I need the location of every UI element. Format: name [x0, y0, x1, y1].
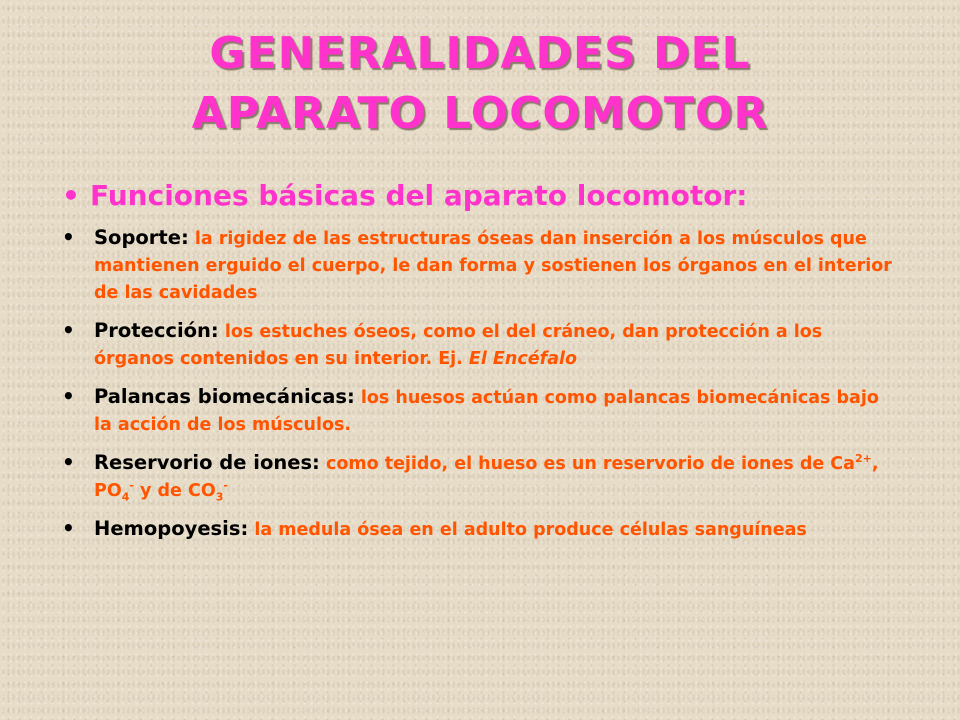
item-description-example: El Encéfalo: [468, 349, 578, 369]
list-item-palancas: [62, 383, 902, 439]
item-description: los huesos actúan como palancas biomecánicas bajo la acción de los músculos.: [94, 388, 879, 435]
lead-bullet-item: [62, 176, 920, 216]
bullet-icon: •: [62, 179, 80, 212]
bullet-icon: •: [62, 318, 75, 342]
list-item-hemopoyesis: [62, 515, 902, 544]
slide-title-line-1: GENERALIDADES DEL: [209, 28, 751, 79]
bullet-icon: •: [62, 225, 75, 249]
desc-part: como tejido, el hueso es un reservorio de iones de Ca: [325, 454, 855, 474]
list-item-proteccion: [62, 317, 902, 373]
po-charge: -: [129, 479, 134, 493]
item-term: Reservorio de iones:: [94, 451, 320, 474]
slide-title-line-2: APARATO LOCOMOTOR: [191, 88, 769, 139]
slide-title: [0, 24, 960, 144]
item-term: Palancas biomecánicas:: [94, 385, 355, 408]
item-description: los estuches óseos, como el del cráneo, dan protección a los órganos contenidos en su interior. Ej.: [94, 322, 823, 369]
item-term: Hemopoyesis:: [94, 517, 249, 540]
item-term: Protección:: [94, 319, 219, 342]
bullet-icon: •: [62, 384, 75, 408]
list-item-soporte: [62, 224, 902, 307]
functions-list: [62, 224, 902, 554]
co-subscript: 3: [215, 490, 224, 504]
item-description: la rigidez de las estructuras óseas dan inserción a los músculos que mantienen erguido el cuerpo, le dan forma y sostienen los órganos en el interior de las cavidades: [94, 229, 892, 303]
ca-charge: 2+: [854, 452, 872, 466]
bullet-icon: •: [62, 450, 75, 474]
item-description: la medula ósea en el adulto produce células sanguíneas: [254, 520, 807, 540]
desc-part: y de CO: [133, 481, 216, 501]
lead-text: Funciones básicas del aparato locomotor:: [90, 179, 748, 212]
co-charge: -: [223, 479, 228, 493]
desc-part: , PO: [94, 454, 879, 501]
list-item-reservorio: [62, 449, 902, 505]
po-subscript: 4: [121, 490, 130, 504]
item-term: Soporte:: [94, 226, 189, 249]
bullet-icon: •: [62, 516, 75, 540]
